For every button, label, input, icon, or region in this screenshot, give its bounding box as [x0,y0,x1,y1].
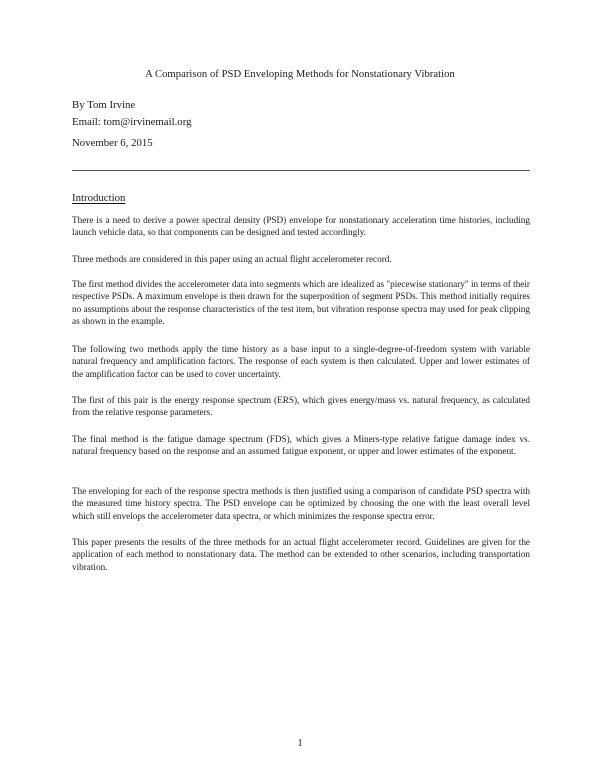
paragraph-5: The first of this pair is the energy response spectrum (ERS), which gives energy/mass vs. natural frequency, as calculated from the relative response parameters. [72,395,530,418]
author-line: By Tom Irvine [72,99,136,111]
paragraph-1: There is a need to derive a power spectral density (PSD) envelope for nonstationary acceleration time histories, including launch vehicle data, so that components can be designed and tested accordingly. [72,215,530,238]
paragraph-7: The enveloping for each of the response spectra methods is then justified using a comparison of candidate PSD spectra with the measured time history spectra. The PSD envelope can be optimized by choosing the one with the least overall level which still envelops the accelerometer data spectra, or which minimizes the response spectra error. [72,486,530,521]
date-line: November 6, 2015 [72,137,153,149]
paragraph-8: This paper presents the results of the three methods for an actual flight accelerometer record. Guidelines are given for the application of each method to nonstationary data. The method can be extended to other scenarios, including transportation vibration. [72,537,530,572]
header-divider [72,170,530,171]
email-line: Email: tom@irvinemail.org [72,116,192,128]
paragraph-4: The following two methods apply the time history as a base input to a single-degree-of-freedom system with variable natural frequency and amplification factors. The response of each system is then calculated. Upper and lower estimates of the amplification factor can be used to cover uncertainty. [72,344,530,379]
paragraph-6: The final method is the fatigue damage spectrum (FDS), which gives a Miners-type relative fatigue damage index vs. natural frequency based on the response and an assumed fatigue exponent, or upper and lower estimates of the exponent. [72,434,530,457]
paragraph-3: The first method divides the accelerometer data into segments which are idealized as "piecewise stationary" in terms of their respective PSDs. A maximum envelope is then drawn for the superposition of segment PSDs. This method initially requires no assumptions about the response characteristics of the test item, but vibration response spectra may used for peak clipping as shown in the example. [72,279,530,327]
page-number: 1 [297,738,303,749]
paragraph-2: Three methods are considered in this paper using an actual flight accelerometer record. [72,254,392,264]
paper-title: A Comparison of PSD Enveloping Methods for Nonstationary Vibration [145,69,455,80]
section-heading-introduction: Introduction [72,192,126,204]
